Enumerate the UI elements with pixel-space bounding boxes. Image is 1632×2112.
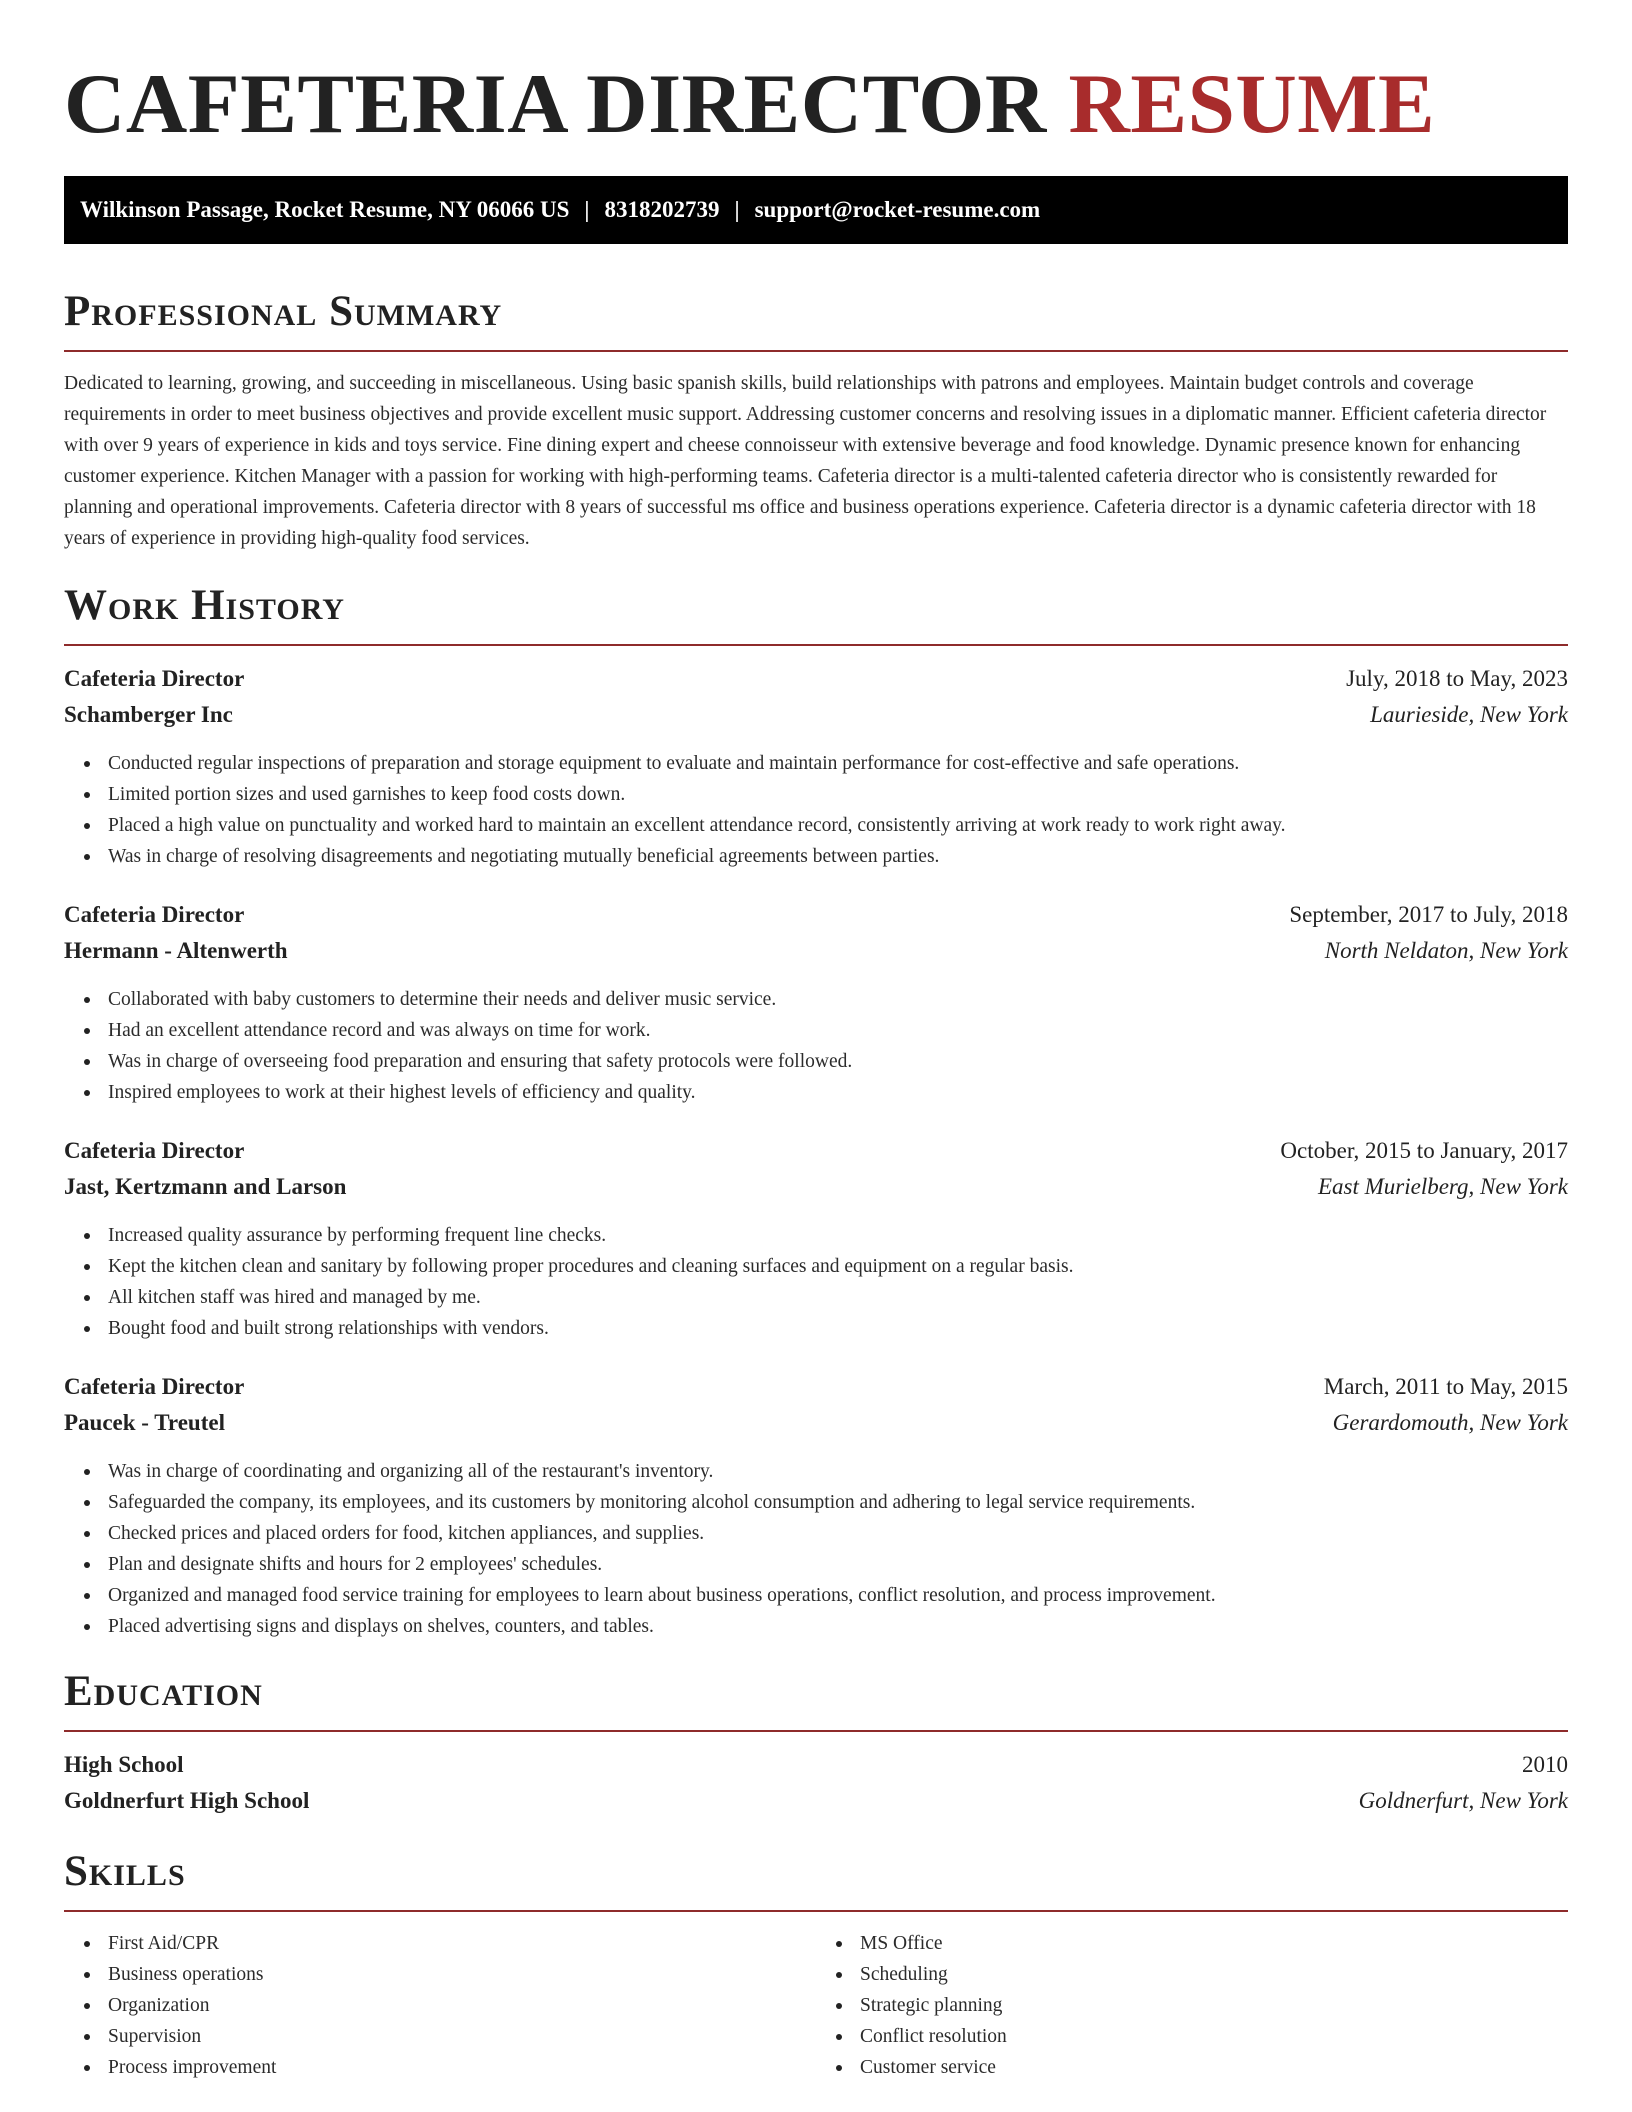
work-history-section xyxy=(64,582,1568,1642)
work-history-heading: Work History xyxy=(64,582,345,629)
job-bullet: Was in charge of resolving disagreements and negotiating mutually beneficial agreements between parties. xyxy=(108,841,1568,872)
job-row xyxy=(64,666,1568,702)
job-row xyxy=(64,1138,1568,1174)
job-row xyxy=(64,1174,1568,1210)
job-location: East Murielberg, New York xyxy=(1317,1174,1568,1199)
job-bullet: Was in charge of overseeing food preparation and ensuring that safety protocols were followed. xyxy=(108,1046,1568,1077)
job-bullet: Conducted regular inspections of preparation and storage equipment to evaluate and maintain performance for cost-effective and safe operations. xyxy=(108,748,1568,779)
contact-address: Wilkinson Passage, Rocket Resume, NY 06066 US xyxy=(80,197,570,222)
job-bullet: Safeguarded the company, its employees, and its customers by monitoring alcohol consumption and adhering to legal service requirements. xyxy=(108,1487,1568,1518)
skills-heading: Skills xyxy=(64,1848,186,1895)
skills-section xyxy=(64,1848,1568,2083)
job-entry xyxy=(64,902,1568,1108)
education-row xyxy=(64,1752,1568,1788)
education-entry xyxy=(64,1752,1568,1824)
job-bullet: Was in charge of coordinating and organizing all of the restaurant's inventory. xyxy=(108,1456,1568,1487)
skill-item: Conflict resolution xyxy=(860,2021,1568,2052)
education-degree: High School xyxy=(64,1752,184,1777)
job-bullet: Organized and managed food service training for employees to learn about business operations, conflict resolution, and process improvement. xyxy=(108,1580,1568,1611)
job-row xyxy=(64,938,1568,974)
job-bullets xyxy=(64,748,1568,872)
summary-text: Dedicated to learning, growing, and succeeding in miscellaneous. Using basic spanish skills, build relationships with patrons and employees. Maintain budget controls and coverage requirements in order to meet business objectives and provide excellent music support. Addressing customer concerns and resolving issues in a diplomatic manner. Efficient cafeteria director with over 9 years of experience in kids and toys service. Fine dining expert and cheese connoisseur with extensive beverage and food knowledge. Dynamic presence known for enhancing customer experience. Kitchen Manager with a passion for working with high-performing teams. Cafeteria director is a multi-talented cafeteria director who is consistently rewarded for planning and operational improvements. Cafeteria director with 8 years of successful ms office and business operations experience. Cafeteria director is a dynamic cafeteria director with 18 years of experience in providing high-quality food services. xyxy=(64,373,1547,549)
section-divider xyxy=(64,1730,1568,1732)
job-bullet: Had an excellent attendance record and was always on time for work. xyxy=(108,1015,1568,1046)
skill-item: Organization xyxy=(108,1990,816,2021)
job-bullet: Collaborated with baby customers to determine their needs and deliver music service. xyxy=(108,984,1568,1015)
resume-page xyxy=(64,0,1568,2083)
job-bullets xyxy=(64,1456,1568,1642)
job-row xyxy=(64,1374,1568,1410)
job-dates: July, 2018 to May, 2023 xyxy=(1346,666,1568,691)
skills-list-right xyxy=(816,1928,1568,2083)
job-bullet: Plan and designate shifts and hours for 2 employees' schedules. xyxy=(108,1549,1568,1580)
job-bullet: Limited portion sizes and used garnishes to keep food costs down. xyxy=(108,779,1568,810)
page-title xyxy=(64,0,1568,172)
section-divider xyxy=(64,644,1568,646)
skill-item: First Aid/CPR xyxy=(108,1928,816,1959)
education-location: Goldnerfurt, New York xyxy=(1358,1788,1568,1813)
job-company: Jast, Kertzmann and Larson xyxy=(64,1174,347,1199)
skill-item: Process improvement xyxy=(108,2052,816,2083)
job-row xyxy=(64,1410,1568,1446)
job-bullet: Checked prices and placed orders for food, kitchen appliances, and supplies. xyxy=(108,1518,1568,1549)
job-dates: September, 2017 to July, 2018 xyxy=(1289,902,1568,927)
skills-list-left xyxy=(64,1928,816,2083)
job-entry xyxy=(64,1138,1568,1344)
job-entry xyxy=(64,1374,1568,1642)
contact-bar xyxy=(64,176,1568,244)
job-title: Cafeteria Director xyxy=(64,1138,245,1163)
title-accent: RESUME xyxy=(1068,57,1436,151)
job-bullets xyxy=(64,984,1568,1108)
contact-phone: 8318202739 xyxy=(604,197,720,222)
job-list xyxy=(64,666,1568,1642)
job-entry xyxy=(64,666,1568,872)
education-heading: Education xyxy=(64,1668,263,1715)
job-row xyxy=(64,902,1568,938)
education-row xyxy=(64,1788,1568,1824)
summary-section xyxy=(64,288,1568,554)
skills-columns xyxy=(64,1928,1568,2083)
contact-separator: | xyxy=(584,197,590,222)
job-company: Paucek - Treutel xyxy=(64,1410,225,1435)
job-location: Gerardomouth, New York xyxy=(1332,1410,1568,1435)
job-dates: March, 2011 to May, 2015 xyxy=(1323,1374,1568,1399)
job-bullets xyxy=(64,1220,1568,1344)
education-school: Goldnerfurt High School xyxy=(64,1788,310,1813)
job-bullet: Bought food and built strong relationships with vendors. xyxy=(108,1313,1568,1344)
skill-item: MS Office xyxy=(860,1928,1568,1959)
education-year: 2010 xyxy=(1522,1752,1568,1777)
title-main: CAFETERIA DIRECTOR xyxy=(64,57,1047,151)
job-company: Schamberger Inc xyxy=(64,702,233,727)
job-location: North Neldaton, New York xyxy=(1324,938,1568,963)
summary-heading: Professional Summary xyxy=(64,288,503,335)
job-title: Cafeteria Director xyxy=(64,902,245,927)
skill-item: Business operations xyxy=(108,1959,816,1990)
contact-separator: | xyxy=(734,197,740,222)
skill-item: Customer service xyxy=(860,2052,1568,2083)
job-company: Hermann - Altenwerth xyxy=(64,938,288,963)
section-divider xyxy=(64,350,1568,352)
education-section xyxy=(64,1668,1568,1824)
job-bullet: Placed advertising signs and displays on shelves, counters, and tables. xyxy=(108,1611,1568,1642)
job-bullet: Increased quality assurance by performing frequent line checks. xyxy=(108,1220,1568,1251)
contact-email: support@rocket-resume.com xyxy=(754,197,1041,222)
skill-item: Scheduling xyxy=(860,1959,1568,1990)
job-bullet: Inspired employees to work at their highest levels of efficiency and quality. xyxy=(108,1077,1568,1108)
section-divider xyxy=(64,1910,1568,1912)
job-title: Cafeteria Director xyxy=(64,1374,245,1399)
job-bullet: All kitchen staff was hired and managed by me. xyxy=(108,1282,1568,1313)
job-title: Cafeteria Director xyxy=(64,666,245,691)
job-location: Laurieside, New York xyxy=(1370,702,1568,727)
job-bullet: Placed a high value on punctuality and worked hard to maintain an excellent attendance record, consistently arriving at work ready to work right away. xyxy=(108,810,1568,841)
skill-item: Strategic planning xyxy=(860,1990,1568,2021)
job-row xyxy=(64,702,1568,738)
job-dates: October, 2015 to January, 2017 xyxy=(1280,1138,1568,1163)
skill-item: Supervision xyxy=(108,2021,816,2052)
job-bullet: Kept the kitchen clean and sanitary by following proper procedures and cleaning surfaces and equipment on a regular basis. xyxy=(108,1251,1568,1282)
